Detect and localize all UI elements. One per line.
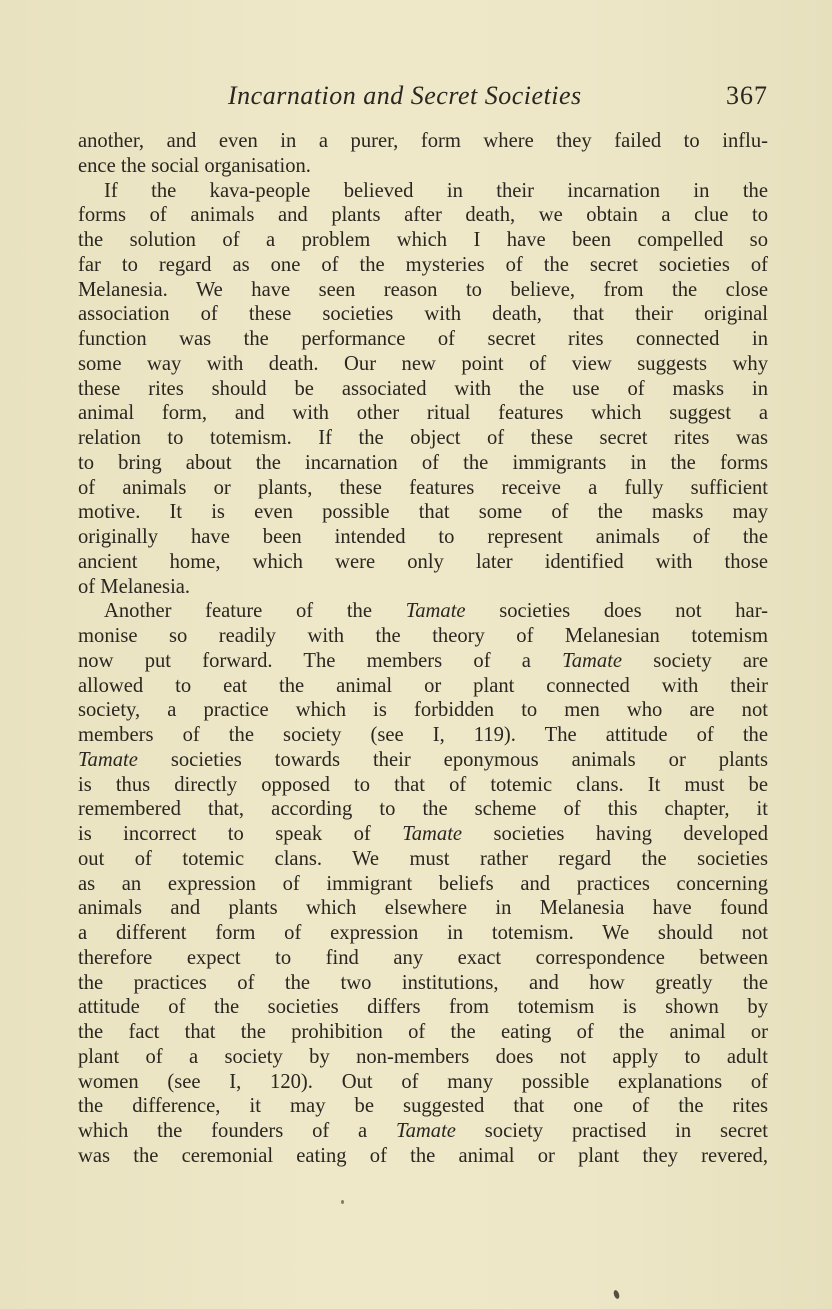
text-segment: women (see I, 120). Out of many possible explanations of (78, 1070, 768, 1093)
text-line (78, 575, 768, 600)
text-segment: of animals or plants, these features receive a fully sufficient (78, 476, 768, 499)
text-line (78, 748, 768, 773)
text-line (78, 500, 768, 525)
text-segment: societies having developed (462, 823, 768, 845)
text-line (78, 1070, 768, 1095)
text-line (78, 550, 768, 575)
text-segment: another, and even in a purer, form where they failed to influ- (78, 130, 768, 152)
page-number: 367 (726, 81, 768, 110)
text-segment: society practised in secret (455, 1120, 768, 1142)
text-line (78, 946, 768, 971)
text-line (78, 426, 768, 451)
text-segment: attitude of the societies differs from totemism is shown by (78, 996, 768, 1019)
text-segment: out of totemic clans. We must rather regard the societies (78, 847, 768, 870)
text-segment: these rites should be associated with the use of masks in (78, 377, 768, 400)
text-segment: society are (622, 649, 768, 672)
text-segment: animals and plants which elsewhere in Melanesia have found (78, 897, 768, 920)
text-line (78, 847, 768, 872)
text-line (78, 179, 768, 204)
text-line (78, 253, 768, 278)
text-segment: society, a practice which is forbidden to men who are not (78, 699, 768, 722)
text-line (78, 129, 768, 154)
text-segment: members of the society (see I, 119). The attitude of the (78, 724, 768, 746)
text-segment: as an expression of immigrant beliefs and practices concerning (78, 872, 768, 895)
italic-term: Tamate (405, 600, 466, 623)
text-segment: remembered that, according to the scheme of this chapter, it (78, 798, 768, 821)
ink-smudge (613, 1289, 621, 1299)
text-line (78, 723, 768, 748)
text-segment: monise so readily with the theory of Melanesian totemism (78, 625, 768, 647)
text-segment: a different form of expression in totemism. We should not (78, 922, 768, 944)
text-segment: of Melanesia. (78, 575, 191, 598)
body-text (78, 129, 768, 1169)
text-line (78, 203, 768, 228)
italic-term: Tamate (78, 748, 138, 771)
text-line (78, 476, 768, 501)
text-line (78, 773, 768, 798)
text-segment: Melanesia. We have seen reason to believe, from the close (78, 278, 768, 301)
text-line (78, 352, 768, 377)
text-segment: animal form, and with other ritual features which suggest a (78, 402, 768, 425)
italic-term: Tamate (562, 649, 623, 672)
text-segment: the fact that the prohibition of the eating of the animal or (78, 1021, 768, 1043)
text-segment: some way with death. Our new point of view suggests why (78, 352, 768, 375)
text-segment: the solution of a problem which I have been compelled so (78, 229, 768, 251)
ink-speck (341, 1200, 344, 1204)
text-segment: the difference, it may be suggested that one of the rites (78, 1095, 768, 1118)
text-line (78, 228, 768, 253)
running-head (228, 78, 768, 114)
italic-term: Tamate (396, 1120, 456, 1142)
text-segment: which the founders of a (78, 1120, 397, 1142)
text-line (78, 698, 768, 723)
text-segment: the practices of the two institutions, and how greatly the (78, 971, 768, 994)
text-segment: forms of animals and plants after death, we obtain a clue to (78, 204, 768, 227)
text-line (78, 624, 768, 649)
text-line (78, 921, 768, 946)
text-line (78, 525, 768, 550)
text-segment: motive. It is even possible that some of the masks may (78, 501, 768, 524)
text-line (78, 401, 768, 426)
text-line (78, 822, 768, 847)
text-segment: now put forward. The members of a (78, 649, 563, 672)
text-line (78, 1094, 768, 1119)
text-segment: relation to totemism. If the object of these secret rites was (78, 427, 768, 449)
running-title: Incarnation and Secret Societies (228, 81, 582, 110)
text-line (78, 154, 768, 179)
text-segment: If the kava-people believed in their incarnation in the (104, 179, 768, 202)
text-segment: far to regard as one of the mysteries of the secret societies of (78, 253, 768, 276)
text-segment: was the ceremonial eating of the animal or plant they revered, (78, 1144, 768, 1167)
text-segment: to bring about the incarnation of the immigrants in the forms (78, 451, 768, 474)
text-line (78, 1020, 768, 1045)
text-line (78, 451, 768, 476)
text-line (78, 302, 768, 327)
text-line (78, 674, 768, 699)
text-line (78, 995, 768, 1020)
text-line (78, 1119, 768, 1144)
text-line (78, 1144, 768, 1169)
text-segment: societies towards their eponymous animals or plants (137, 748, 768, 771)
text-line (78, 599, 768, 624)
text-line (78, 327, 768, 352)
text-segment: allowed to eat the animal or plant connected with their (78, 674, 768, 697)
text-segment: plant of a society by non-members does not apply to adult (78, 1045, 768, 1068)
text-line (78, 377, 768, 402)
text-line (78, 971, 768, 996)
text-segment: ence the social organisation. (78, 154, 311, 177)
text-segment: function was the performance of secret rites connected in (78, 328, 768, 350)
text-segment: originally have been intended to represent animals of the (78, 526, 768, 548)
text-line (78, 1045, 768, 1070)
italic-term: Tamate (402, 823, 463, 845)
text-segment: association of these societies with death, that their original (78, 303, 768, 326)
text-segment: therefore expect to find any exact correspondence between (78, 946, 768, 969)
text-segment: ancient home, which were only later identified with those (78, 550, 768, 573)
text-line (78, 896, 768, 921)
text-line (78, 797, 768, 822)
text-line (78, 278, 768, 303)
text-segment: Another feature of the (104, 600, 406, 623)
text-segment: is thus directly opposed to that of totemic clans. It must be (78, 773, 768, 796)
text-segment: is incorrect to speak of (78, 823, 403, 845)
text-line (78, 872, 768, 897)
text-line (78, 649, 768, 674)
text-segment: societies does not har- (465, 600, 768, 623)
